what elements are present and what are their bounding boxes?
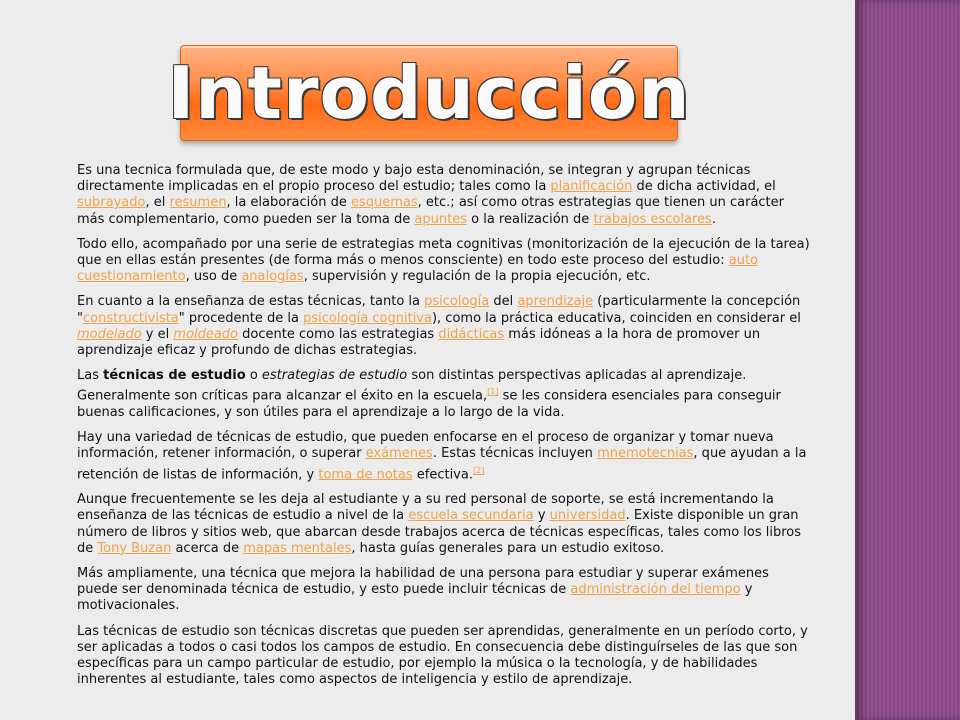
list-item [58, 368, 810, 421]
text-link[interactable]: esquemas [351, 195, 418, 211]
text-link[interactable]: analogías [241, 269, 304, 285]
page-title: Introducción [167, 51, 691, 135]
list-item [58, 492, 810, 557]
text-link[interactable]: administración del tiempo [570, 582, 741, 598]
text-link[interactable]: planificación [550, 179, 633, 195]
body-text: " procedente de la [178, 310, 304, 326]
footnote-link[interactable]: [1] [487, 387, 499, 397]
text-link[interactable]: psicología [424, 294, 490, 310]
decorative-sidebar [855, 0, 960, 720]
body-text: Las técnicas de estudio son técnicas discretas que pueden ser aprendidas, generalmente en un período corto, y ser aplicadas a todos o casi todos los campos de estudio. En consecuencia debe distinguírseles de las que son específicas para un campo particular de estudio, por ejemplo la música o la tecnología, y de habilidades inherentes al estudiante, tales como aspectos de inteligencia y estilo de aprendizaje. [77, 623, 808, 688]
body-text: Hay una variedad de técnicas de estudio, que pueden enfocarse en el proceso de organizar y tomar nueva información, retener información, o superar [77, 430, 774, 462]
list-item [58, 237, 810, 286]
body-text: Aunque frecuentemente se les deja al estudiante y a su red personal de soporte, se está incrementando la enseñanza de las técnicas de estudio a nivel de la [77, 492, 774, 524]
text-link[interactable]: subrayado [77, 195, 146, 211]
footnote-link[interactable]: [2] [472, 465, 485, 475]
body-text: son distintas perspectivas aplicadas al aprendizaje. Generalmente son críticas para alcanzar el éxito en la escuela, [77, 368, 747, 404]
body-text: , uso de [185, 269, 242, 285]
text-link[interactable]: trabajos escolares [593, 211, 712, 227]
list-item [58, 624, 810, 689]
list-item [58, 294, 810, 359]
body-text: técnicas de estudio [103, 368, 246, 384]
body-text: Las [77, 368, 104, 384]
text-link[interactable]: aprendizaje [517, 294, 594, 310]
body-text: Más ampliamente, una técnica que mejora la habilidad de una persona para estudiar y superar exámenes puede ser denominada técnica de estudio, y esto puede incluir técnicas de [77, 565, 769, 598]
text-link[interactable]: constructivista [82, 310, 179, 326]
body-text: y [533, 508, 550, 524]
text-link[interactable]: didácticas [438, 326, 505, 342]
body-text: o [245, 368, 262, 384]
text-link[interactable]: mnemotecnias [597, 446, 694, 462]
body-text: estrategias de estudio [261, 368, 408, 384]
text-link[interactable]: psicología cognitiva [303, 310, 432, 326]
list-item [58, 566, 810, 615]
body-text: de dicha actividad, el [632, 179, 776, 195]
body-text: , el [145, 195, 170, 211]
body-text: . Estas técnicas incluyen [432, 446, 598, 462]
body-text: Todo ello, acompañado por una serie de estrategias meta cognitivas (monitorización de la ejecución de la tarea) que en ellas están presentes (de forma más o menos consciente) en todo este proceso del estudio: [77, 236, 810, 269]
text-link[interactable]: modelado [77, 326, 142, 342]
text-link[interactable]: toma de notas [318, 466, 413, 482]
text-link[interactable]: Tony Buzan [97, 540, 172, 556]
text-link[interactable]: resumen [169, 195, 227, 211]
body-text: y motivacionales. [77, 582, 753, 614]
body-text: más idóneas a la hora de promover un aprendizaje eficaz y profundo de dichas estrategias. [77, 326, 761, 359]
bullet-list [58, 163, 810, 697]
body-text: , la elaboración de [226, 195, 351, 211]
body-text: y el [141, 326, 174, 342]
text-link[interactable]: apuntes [414, 211, 467, 227]
body-text: , hasta guías generales para un estudio exitoso. [351, 540, 665, 556]
body-text: acerca de [171, 540, 244, 556]
body-text: , supervisión y regulación de la propia ejecución, etc. [303, 269, 651, 285]
list-item [58, 163, 810, 228]
text-link[interactable]: exámenes [365, 446, 433, 462]
body-text: , etc.; así como otras estrategias que tienen un carácter más complementario, como pueden ser la toma de [77, 195, 784, 227]
title-banner [167, 45, 691, 141]
body-text: , que ayudan a la retención de listas de información, y [77, 446, 807, 482]
list-item [58, 430, 810, 483]
body-text: En cuanto a la enseñanza de estas técnicas, tanto la [77, 294, 425, 310]
body-text: del [489, 294, 518, 310]
body-text: (particularmente la concepción " [77, 294, 801, 326]
body-text: efectiva. [412, 466, 473, 482]
text-link[interactable]: auto cuestionamiento [77, 253, 758, 285]
body-text: docente como las estrategias [238, 326, 439, 342]
text-link[interactable]: universidad [549, 508, 626, 524]
text-link[interactable]: moldeado [173, 326, 239, 342]
text-link[interactable]: mapas mentales [243, 540, 352, 556]
body-text: se les considera esenciales para conseguir buenas calificaciones, y son útiles para el aprendizaje a lo largo de la vida. [77, 388, 781, 420]
body-text: ), como la práctica educativa, coinciden en considerar el [431, 310, 801, 326]
body-text: . Existe disponible un gran número de libros y sitios web, que abarcan desde trabajos acerca de técnicas específicas, tales como los libros de [77, 508, 802, 556]
body-text: Es una tecnica formulada que, de este modo y bajo esta denominación, se integran y agrupan técnicas directamente implicadas en el propio proceso del estudio; tales como la [77, 163, 751, 195]
text-link[interactable]: escuela secundaria [408, 508, 534, 524]
body-text: o la realización de [467, 211, 594, 227]
body-text: . [711, 211, 716, 227]
